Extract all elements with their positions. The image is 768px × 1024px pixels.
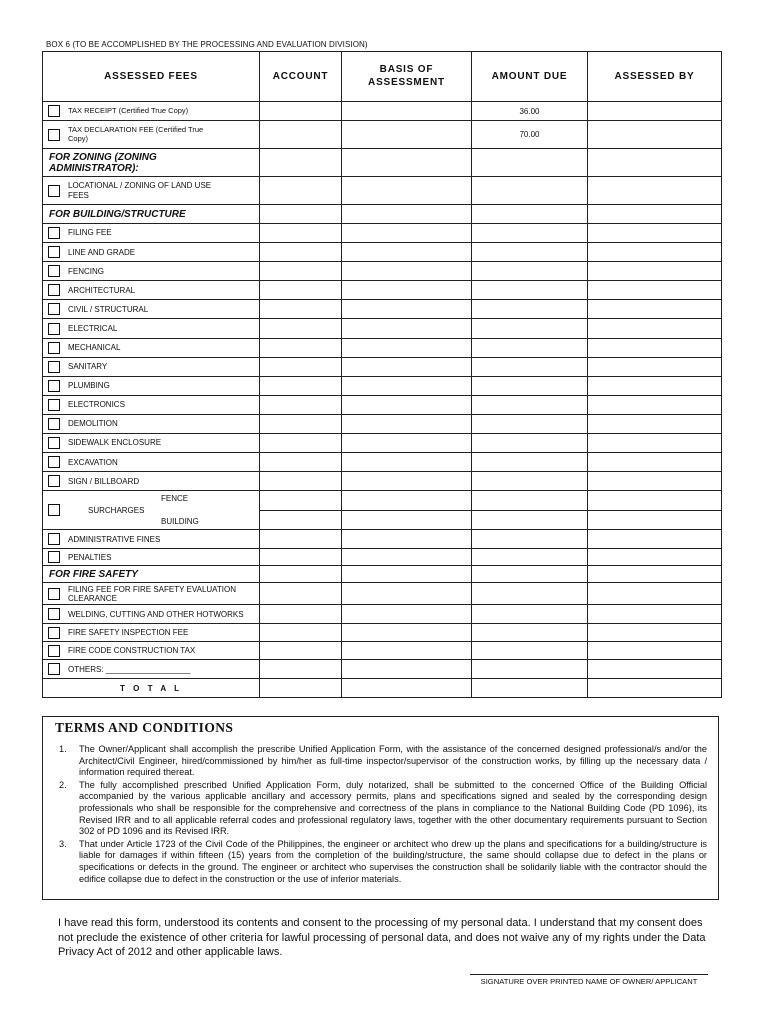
building-item-3-checkbox[interactable]	[48, 284, 60, 296]
assessed-by-cell[interactable]	[588, 224, 722, 243]
table-row	[43, 224, 722, 243]
terms-item: 3. That under Article 1723 of the Civil Code of the Philippines, the engineer or architect who drew up the plans and specifications for a building/structure is liable for damages if within fifteen (15) years from the completion of the building/structure, the same should collapse due to defect in the plans or specifications or defects in the ground. The engineer or architect who supervises the construction shall be solidarily liable with the contractor should the edifice collapse due to defect in the construction or the use of inferior materials.	[59, 838, 707, 884]
amount-cell[interactable]	[472, 281, 588, 300]
basis-cell[interactable]	[342, 530, 472, 549]
table-row	[43, 414, 722, 433]
table-row	[43, 530, 722, 549]
building-item-1-checkbox[interactable]	[48, 246, 60, 258]
fee-label: ADMINISTRATIVE FINES	[68, 534, 161, 544]
building-item-12-checkbox[interactable]	[48, 456, 60, 468]
building-item-8-checkbox[interactable]	[48, 380, 60, 392]
fee-label: FILING FEE	[68, 228, 112, 238]
account-cell[interactable]	[260, 642, 342, 660]
fee-label: ARCHITECTURAL	[68, 285, 136, 295]
basis-cell[interactable]	[342, 660, 472, 679]
building-item-9-checkbox[interactable]	[48, 399, 60, 411]
assessed-fees-table	[42, 51, 722, 698]
terms-title: TERMS AND CONDITIONS	[55, 720, 234, 735]
terms-and-conditions	[42, 716, 719, 900]
amount-cell[interactable]	[472, 660, 588, 679]
amount-cell[interactable]	[472, 319, 588, 338]
fee-label: FILING FEE FOR FIRE SAFETY EVALUATION CLEARANCE	[68, 584, 237, 603]
assessed-by-cell[interactable]	[588, 642, 722, 660]
surcharge-fence-label: FENCE	[161, 494, 189, 504]
table-row	[43, 583, 722, 605]
basis-cell[interactable]	[342, 121, 472, 149]
total-basis-cell[interactable]	[342, 679, 472, 698]
amount-cell[interactable]	[472, 453, 588, 472]
amount-cell[interactable]	[472, 243, 588, 262]
table-row	[43, 472, 722, 491]
basis-cell[interactable]	[342, 414, 472, 433]
amount-cell[interactable]	[472, 262, 588, 281]
basis-cell[interactable]	[342, 491, 472, 511]
table-row	[43, 395, 722, 414]
account-cell[interactable]	[260, 434, 342, 453]
fee-label: ELECTRICAL	[68, 323, 118, 333]
admin-fines-checkbox[interactable]	[48, 533, 60, 545]
amount-cell[interactable]	[472, 300, 588, 319]
fee-label: SANITARY	[68, 362, 108, 372]
assessed-by-cell[interactable]	[588, 262, 722, 281]
table-row	[43, 549, 722, 566]
basis-cell[interactable]	[342, 281, 472, 300]
basis-cell[interactable]	[342, 357, 472, 376]
basis-cell[interactable]	[342, 642, 472, 660]
assessed-by-cell[interactable]	[588, 338, 722, 357]
assessed-by-cell[interactable]	[588, 357, 722, 376]
section-zoning-title: FOR ZONING (ZONING ADMINISTRATOR):	[49, 151, 157, 174]
total-label: T O T A L	[43, 679, 260, 698]
header-amount-due: AMOUNT DUE	[472, 52, 588, 102]
table-row	[43, 281, 722, 300]
surcharge-building-label: BUILDING	[161, 517, 199, 527]
amount-cell[interactable]	[472, 642, 588, 660]
table-row	[43, 300, 722, 319]
account-cell[interactable]	[260, 224, 342, 243]
account-cell[interactable]	[260, 583, 342, 605]
table-row	[43, 453, 722, 472]
account-cell[interactable]	[260, 660, 342, 679]
assessed-by-cell[interactable]	[588, 395, 722, 414]
assessed-by-cell[interactable]	[588, 549, 722, 566]
fee-label: LINE AND GRADE	[68, 247, 136, 257]
amount-cell[interactable]	[472, 549, 588, 566]
assessed-by-cell[interactable]	[588, 530, 722, 549]
signature-line[interactable]	[470, 974, 708, 975]
basis-cell[interactable]	[342, 376, 472, 395]
account-cell[interactable]	[260, 395, 342, 414]
account-cell[interactable]	[260, 510, 342, 530]
account-cell[interactable]	[260, 177, 342, 205]
basis-cell[interactable]	[342, 605, 472, 624]
zoning-checkbox[interactable]	[48, 185, 60, 197]
amount-cell[interactable]	[472, 491, 588, 511]
account-cell[interactable]	[260, 605, 342, 624]
amount-cell[interactable]	[472, 338, 588, 357]
section-row	[43, 149, 722, 177]
penalties-checkbox[interactable]	[48, 551, 60, 563]
fee-label: OTHERS: ___________________	[68, 664, 191, 674]
account-cell[interactable]	[260, 300, 342, 319]
building-item-7-checkbox[interactable]	[48, 361, 60, 373]
fee-label: EXCAVATION	[68, 457, 118, 467]
table-row	[43, 624, 722, 642]
fee-label: WELDING, CUTTING AND OTHER HOTWORKS	[68, 609, 244, 619]
assessed-by-cell[interactable]	[588, 605, 722, 624]
section-row	[43, 205, 722, 224]
total-account-cell[interactable]	[260, 679, 342, 698]
account-cell[interactable]	[260, 281, 342, 300]
building-item-4-checkbox[interactable]	[48, 303, 60, 315]
section-fire-title: FOR FIRE SAFETY	[49, 568, 138, 580]
total-assessed-by-cell[interactable]	[588, 679, 722, 698]
account-cell[interactable]	[260, 243, 342, 262]
basis-cell[interactable]	[342, 453, 472, 472]
fire-item-0-checkbox[interactable]	[48, 588, 60, 600]
assessed-by-cell[interactable]	[588, 453, 722, 472]
amount-cell: 70.00	[472, 121, 588, 149]
amount-cell[interactable]	[472, 414, 588, 433]
fee-label: PLUMBING	[68, 381, 110, 391]
amount-cell[interactable]	[472, 395, 588, 414]
amount-cell[interactable]	[472, 376, 588, 395]
fee-label: FENCING	[68, 266, 104, 276]
table-row	[43, 338, 722, 357]
amount-cell[interactable]	[472, 177, 588, 205]
box-label: BOX 6 (TO BE ACCOMPLISHED BY THE PROCESSING AND EVALUATION DIVISION)	[46, 40, 368, 49]
table-row	[43, 376, 722, 395]
basis-cell[interactable]	[342, 395, 472, 414]
table-row	[43, 491, 722, 511]
basis-cell[interactable]	[342, 243, 472, 262]
surcharges-label: SURCHARGES	[88, 505, 145, 515]
fee-label: CIVIL / STRUCTURAL	[68, 304, 149, 314]
basis-cell[interactable]	[342, 583, 472, 605]
building-item-6-checkbox[interactable]	[48, 342, 60, 354]
account-cell[interactable]	[260, 338, 342, 357]
amount-cell[interactable]	[472, 530, 588, 549]
assessed-by-cell[interactable]	[588, 624, 722, 642]
basis-cell[interactable]	[342, 549, 472, 566]
basis-cell[interactable]	[342, 177, 472, 205]
account-cell[interactable]	[260, 121, 342, 149]
amount-cell[interactable]	[472, 357, 588, 376]
basis-cell[interactable]	[342, 472, 472, 491]
fee-label: SIGN / BILLBOARD	[68, 476, 140, 486]
section-building-title: FOR BUILDING/STRUCTURE	[49, 208, 186, 220]
amount-cell[interactable]	[472, 434, 588, 453]
fee-label: DEMOLITION	[68, 419, 118, 429]
tax-declaration-checkbox[interactable]	[48, 129, 60, 141]
assessed-by-cell[interactable]	[588, 243, 722, 262]
section-row	[43, 566, 722, 583]
building-item-13-checkbox[interactable]	[48, 475, 60, 487]
building-item-5-checkbox[interactable]	[48, 323, 60, 335]
table-row	[43, 177, 722, 205]
total-amount-cell[interactable]	[472, 679, 588, 698]
table-row	[43, 660, 722, 679]
basis-cell[interactable]	[342, 102, 472, 121]
total-row	[43, 679, 722, 698]
fee-label: MECHANICAL	[68, 343, 121, 353]
account-cell[interactable]	[260, 530, 342, 549]
table-row	[43, 102, 722, 121]
amount-cell[interactable]	[472, 624, 588, 642]
table-row	[43, 121, 722, 149]
table-row	[43, 642, 722, 660]
header-basis-of-assessment: BASIS OF ASSESSMENT	[342, 52, 472, 102]
amount-cell[interactable]	[472, 583, 588, 605]
basis-cell[interactable]	[342, 319, 472, 338]
table-row	[43, 319, 722, 338]
building-item-2-checkbox[interactable]	[48, 265, 60, 277]
amount-cell[interactable]	[472, 224, 588, 243]
fire-item-3-checkbox[interactable]	[48, 645, 60, 657]
account-cell[interactable]	[260, 376, 342, 395]
header-account: ACCOUNT	[260, 52, 342, 102]
fee-label: LOCATIONAL / ZONING OF LAND USE FEES	[68, 181, 212, 200]
basis-cell[interactable]	[342, 300, 472, 319]
account-cell[interactable]	[260, 624, 342, 642]
basis-cell[interactable]	[342, 224, 472, 243]
assessed-by-cell[interactable]	[588, 434, 722, 453]
fee-label: FIRE CODE CONSTRUCTION TAX	[68, 646, 196, 656]
table-row	[43, 243, 722, 262]
assessed-by-cell[interactable]	[588, 583, 722, 605]
fee-label: TAX DECLARATION FEE (Certified True Copy)	[68, 124, 204, 143]
assessed-by-cell[interactable]	[588, 300, 722, 319]
amount-cell[interactable]	[472, 510, 588, 530]
fire-item-1-checkbox[interactable]	[48, 608, 60, 620]
basis-cell[interactable]	[342, 624, 472, 642]
account-cell[interactable]	[260, 472, 342, 491]
basis-cell[interactable]	[342, 510, 472, 530]
assessed-by-cell[interactable]	[588, 281, 722, 300]
fee-label: TAX RECEIPT (Certified True Copy)	[68, 105, 189, 115]
fee-label: ELECTRONICS	[68, 400, 125, 410]
fire-item-2-checkbox[interactable]	[48, 627, 60, 639]
building-item-0-checkbox[interactable]	[48, 227, 60, 239]
account-cell[interactable]	[260, 549, 342, 566]
fire-item-4-checkbox[interactable]	[48, 663, 60, 675]
fee-label: PENALTIES	[68, 552, 112, 562]
header-assessed-by: ASSESSED BY	[588, 52, 722, 102]
fee-label: FIRE SAFETY INSPECTION FEE	[68, 628, 189, 638]
assessed-by-cell[interactable]	[588, 376, 722, 395]
amount-cell: 36.00	[472, 102, 588, 121]
basis-cell[interactable]	[342, 262, 472, 281]
assessed-by-cell[interactable]	[588, 660, 722, 679]
surcharges-checkbox[interactable]	[48, 504, 60, 516]
account-cell[interactable]	[260, 319, 342, 338]
header-assessed-fees: ASSESSED FEES	[43, 52, 260, 102]
assessed-by-cell[interactable]	[588, 510, 722, 530]
account-cell[interactable]	[260, 102, 342, 121]
terms-item: 2. The fully accomplished prescribed Unified Application Form, duly notarized, shall be submitted to the concerned Office of the Building Official accompanied by the various applicable ancillary and accessory permits, plans and specifications signed and sealed by the corresponding design professionals who shall be responsible for the comprehensive and correctness of the plans in compliance to the National Building Code (PD 1096), its Revised IRR and to all applicable referral codes and professional regulatory laws, together with the other documentary requirements pursuant to Section 302 of PD 1096 and its Revised IRR.	[59, 779, 707, 837]
terms-item: 1. The Owner/Applicant shall accomplish the prescribe Unified Application Form, with the assistance of the concerned designed professional/s and/or the Architect/Civil Engineer, hired/commissioned by him/her as full-time inspector/supervisor of the construction works, by filling up the necessary data / information required thereat.	[59, 744, 707, 778]
amount-cell[interactable]	[472, 605, 588, 624]
assessed-by-cell[interactable]	[588, 491, 722, 511]
assessed-by-cell[interactable]	[588, 472, 722, 491]
assessed-by-cell[interactable]	[588, 177, 722, 205]
tax-receipt-checkbox[interactable]	[48, 105, 60, 117]
assessed-by-cell[interactable]	[588, 414, 722, 433]
privacy-consent-text: I have read this form, understood its contents and consent to the processing of my personal data. I understand that my consent does not preclude the existence of other criteria for lawful processing of personal data, and does not waive any of my rights under the Data Privacy Act of 2012 and other applicable laws.	[58, 917, 706, 958]
account-cell[interactable]	[260, 453, 342, 472]
fee-label: SIDEWALK ENCLOSURE	[68, 438, 162, 448]
table-row	[43, 434, 722, 453]
building-item-11-checkbox[interactable]	[48, 437, 60, 449]
basis-cell[interactable]	[342, 434, 472, 453]
account-cell[interactable]	[260, 491, 342, 511]
building-item-10-checkbox[interactable]	[48, 418, 60, 430]
table-row	[43, 357, 722, 376]
account-cell[interactable]	[260, 357, 342, 376]
assessed-by-cell[interactable]	[588, 121, 722, 149]
table-row	[43, 262, 722, 281]
amount-cell[interactable]	[472, 472, 588, 491]
signature-label: SIGNATURE OVER PRINTED NAME OF OWNER/ APPLICANT	[480, 977, 698, 986]
table-row	[43, 605, 722, 624]
assessed-by-cell[interactable]	[588, 319, 722, 338]
assessed-by-cell[interactable]	[588, 102, 722, 121]
account-cell[interactable]	[260, 262, 342, 281]
basis-cell[interactable]	[342, 338, 472, 357]
account-cell[interactable]	[260, 414, 342, 433]
